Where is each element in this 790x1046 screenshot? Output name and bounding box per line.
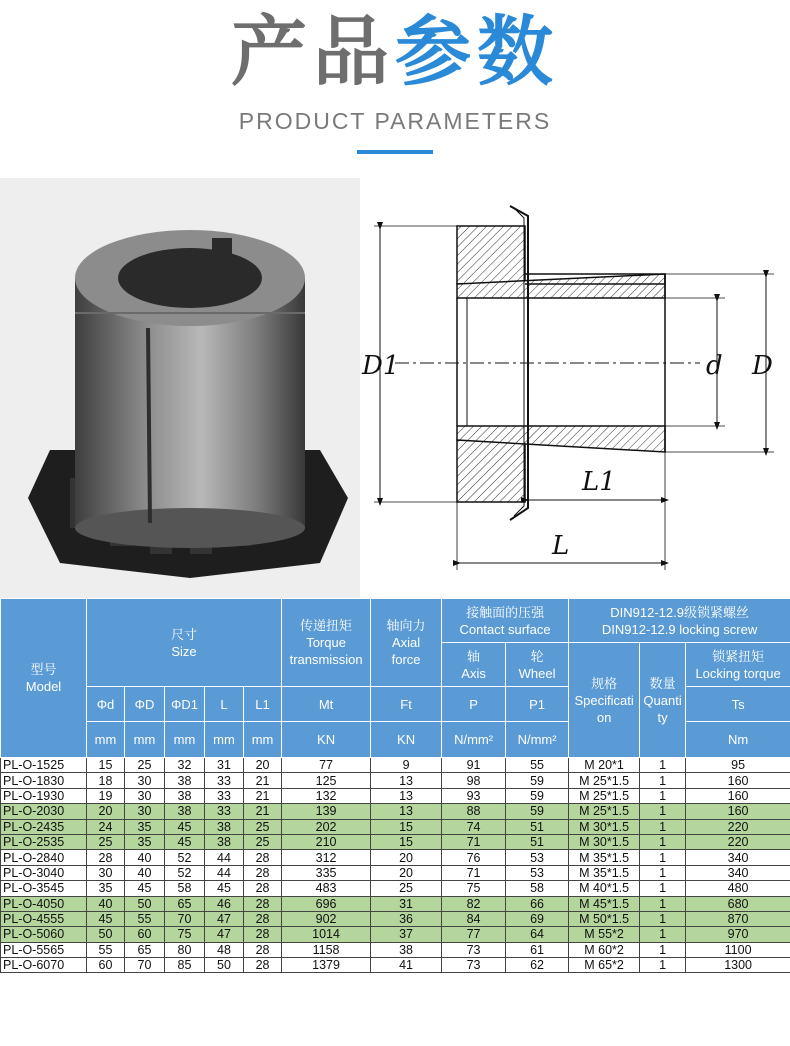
cell-p: 93: [442, 788, 506, 803]
torque-sym: Mt: [282, 687, 371, 722]
cell-ts: 680: [686, 896, 790, 911]
cell-l1: 28: [244, 850, 282, 865]
cell-qty: 1: [640, 927, 686, 942]
cell-d1: 45: [165, 834, 205, 849]
cell-model: PL-O-2435: [1, 819, 87, 834]
cell-l1: 28: [244, 896, 282, 911]
size-unit-D1: mm: [165, 722, 205, 758]
cell-mt: 696: [282, 896, 371, 911]
cell-spec: M 55*2: [569, 927, 640, 942]
cell-p1: 53: [506, 865, 569, 880]
cell-ts: 160: [686, 773, 790, 788]
cell-p: 74: [442, 819, 506, 834]
cell-qty: 1: [640, 773, 686, 788]
page-header: [0, 0, 790, 178]
cell-model: PL-O-4555: [1, 911, 87, 926]
cell-ts: 220: [686, 819, 790, 834]
cell-l1: 28: [244, 911, 282, 926]
cell-qty: 1: [640, 881, 686, 896]
cell-d: 50: [125, 896, 165, 911]
cell-p1: 58: [506, 881, 569, 896]
cell-d: 40: [125, 865, 165, 880]
cell-p: 75: [442, 881, 506, 896]
cell-l1: 28: [244, 927, 282, 942]
cell-l1: 20: [244, 758, 282, 773]
cell-spec: M 45*1.5: [569, 896, 640, 911]
cell-p1: 66: [506, 896, 569, 911]
wheel-header-cn: 轮: [530, 648, 544, 664]
cell-spec: M 35*1.5: [569, 865, 640, 880]
size-unit-L1: mm: [244, 722, 282, 758]
cell-d: 60: [87, 958, 125, 973]
title-blue-part: 参数: [395, 7, 559, 96]
cell-d: 30: [125, 788, 165, 803]
cell-ts: 970: [686, 927, 790, 942]
cell-ft: 20: [371, 850, 442, 865]
cell-l: 46: [205, 896, 244, 911]
cell-mt: 77: [282, 758, 371, 773]
table-row: [1, 834, 790, 849]
cell-d: 60: [125, 927, 165, 942]
size-header: [87, 599, 282, 687]
cell-l: 31: [205, 758, 244, 773]
lock-unit: Nm: [686, 722, 790, 758]
cell-p1: 51: [506, 834, 569, 849]
cell-ts: 160: [686, 804, 790, 819]
cell-ts: 1300: [686, 958, 790, 973]
cell-d: 28: [87, 850, 125, 865]
cell-qty: 1: [640, 758, 686, 773]
cell-ft: 9: [371, 758, 442, 773]
table-row: [1, 804, 790, 819]
cell-l1: 25: [244, 819, 282, 834]
torque-header: [282, 599, 371, 687]
qty-header: [640, 643, 686, 758]
cell-p: 77: [442, 927, 506, 942]
model-header: [1, 599, 87, 758]
cell-p: 73: [442, 942, 506, 957]
axial-header-cn: 轴向力: [386, 618, 426, 633]
cell-model: PL-O-3040: [1, 865, 87, 880]
cell-l: 33: [205, 788, 244, 803]
cell-d1: 80: [165, 942, 205, 957]
cell-spec: M 25*1.5: [569, 804, 640, 819]
table-row: [1, 958, 790, 973]
cell-l: 33: [205, 773, 244, 788]
cell-l1: 28: [244, 865, 282, 880]
parameters-table-body: [1, 758, 790, 973]
table-row: [1, 819, 790, 834]
page-title: [0, 4, 790, 100]
size-unit-D: mm: [125, 722, 165, 758]
cell-d: 40: [125, 850, 165, 865]
cell-l: 38: [205, 819, 244, 834]
cell-mt: 125: [282, 773, 371, 788]
cell-ft: 37: [371, 927, 442, 942]
torque-header-cn: 传递扭矩: [300, 618, 353, 633]
cell-l1: 28: [244, 958, 282, 973]
cell-p: 73: [442, 958, 506, 973]
cell-d: 45: [125, 881, 165, 896]
cell-d1: 45: [165, 819, 205, 834]
cell-spec: M 60*2: [569, 942, 640, 957]
cell-d1: 38: [165, 773, 205, 788]
axial-unit: KN: [371, 722, 442, 758]
cell-d: 25: [125, 758, 165, 773]
cell-l1: 25: [244, 834, 282, 849]
cell-d1: 52: [165, 850, 205, 865]
cell-d: 30: [125, 773, 165, 788]
cell-l: 38: [205, 834, 244, 849]
cell-spec: M 25*1.5: [569, 773, 640, 788]
parameters-table: [0, 598, 790, 973]
table-row: [1, 927, 790, 942]
cell-l: 33: [205, 804, 244, 819]
cell-ts: 95: [686, 758, 790, 773]
table-row: [1, 865, 790, 880]
axial-header-en1: Axial: [391, 635, 421, 650]
cell-d1: 85: [165, 958, 205, 973]
table-row: [1, 896, 790, 911]
cell-l1: 28: [244, 942, 282, 957]
table-row: [1, 911, 790, 926]
cell-ts: 1100: [686, 942, 790, 957]
cell-l: 47: [205, 911, 244, 926]
cell-mt: 210: [282, 834, 371, 849]
cell-ft: 31: [371, 896, 442, 911]
cell-qty: 1: [640, 788, 686, 803]
cell-mt: 1014: [282, 927, 371, 942]
cell-p1: 59: [506, 804, 569, 819]
cell-spec: M 65*2: [569, 958, 640, 973]
cell-p: 82: [442, 896, 506, 911]
cell-qty: 1: [640, 850, 686, 865]
size-header-cn: 尺寸: [171, 626, 198, 642]
cell-ts: 480: [686, 881, 790, 896]
size-unit-d: mm: [87, 722, 125, 758]
axial-sym: Ft: [371, 687, 442, 722]
model-header-cn: 型号: [30, 662, 57, 677]
cell-mt: 312: [282, 850, 371, 865]
cell-qty: 1: [640, 834, 686, 849]
cell-d1: 52: [165, 865, 205, 880]
cell-d1: 32: [165, 758, 205, 773]
cell-ft: 15: [371, 834, 442, 849]
cell-model: PL-O-1830: [1, 773, 87, 788]
cell-mt: 202: [282, 819, 371, 834]
cell-l: 45: [205, 881, 244, 896]
axial-header-en2: force: [391, 652, 421, 667]
axial-header: [371, 599, 442, 687]
lock-header-cn: 锁紧扭矩: [712, 648, 765, 664]
cell-d: 70: [125, 958, 165, 973]
cell-qty: 1: [640, 804, 686, 819]
cell-d: 18: [87, 773, 125, 788]
cell-d: 30: [87, 865, 125, 880]
cell-ft: 41: [371, 958, 442, 973]
cell-d1: 75: [165, 927, 205, 942]
spec-header: [569, 643, 640, 758]
cell-p1: 61: [506, 942, 569, 957]
cell-d1: 38: [165, 788, 205, 803]
cell-l1: 28: [244, 881, 282, 896]
cell-model: PL-O-5565: [1, 942, 87, 957]
cell-qty: 1: [640, 819, 686, 834]
axis-header-cn: 轴: [467, 648, 481, 664]
contact-header-cn: 接触面的压强: [466, 604, 545, 620]
wheel-header: [506, 643, 569, 687]
cell-ft: 25: [371, 881, 442, 896]
cell-mt: 335: [282, 865, 371, 880]
spec-header-en1: Specificati: [574, 692, 634, 708]
size-col-D: ΦD: [125, 687, 165, 722]
torque-header-en2: transmission: [289, 652, 363, 667]
cell-mt: 132: [282, 788, 371, 803]
qty-header-cn: 数量: [649, 675, 676, 691]
cell-p1: 64: [506, 927, 569, 942]
cell-spec: M 50*1.5: [569, 911, 640, 926]
cell-d: 35: [125, 819, 165, 834]
cell-d: 20: [87, 804, 125, 819]
cell-d: 55: [87, 942, 125, 957]
contact-header: [442, 599, 569, 643]
cell-ts: 870: [686, 911, 790, 926]
cell-ft: 13: [371, 804, 442, 819]
cell-spec: M 30*1.5: [569, 834, 640, 849]
table-row: [1, 850, 790, 865]
cell-d: 55: [125, 911, 165, 926]
cell-ft: 20: [371, 865, 442, 880]
size-col-D1: ΦD1: [165, 687, 205, 722]
qty-header-en1: Quanti: [643, 692, 682, 708]
cell-p: 71: [442, 865, 506, 880]
table-row: [1, 758, 790, 773]
cell-d1: 58: [165, 881, 205, 896]
cell-model: PL-O-1930: [1, 788, 87, 803]
cell-d: 45: [87, 911, 125, 926]
size-header-en: Size: [171, 643, 197, 659]
cell-l: 48: [205, 942, 244, 957]
cell-d: 35: [87, 881, 125, 896]
label-D1: D1: [362, 351, 400, 381]
cell-model: PL-O-4050: [1, 896, 87, 911]
cell-l: 47: [205, 927, 244, 942]
lock-header-en: Locking torque: [695, 665, 781, 681]
cell-spec: M 20*1: [569, 758, 640, 773]
cell-l: 50: [205, 958, 244, 973]
cell-model: PL-O-2030: [1, 804, 87, 819]
cell-d1: 70: [165, 911, 205, 926]
cell-model: PL-O-2535: [1, 834, 87, 849]
size-col-d: Φd: [87, 687, 125, 722]
din-header-line1: DIN912-12.9级锁紧螺丝: [610, 604, 749, 620]
cell-model: PL-O-3545: [1, 881, 87, 896]
cell-mt: 1379: [282, 958, 371, 973]
product-photo-panel: [0, 178, 790, 598]
cell-d1: 65: [165, 896, 205, 911]
contact-header-en: Contact surface: [459, 621, 551, 637]
cell-p: 98: [442, 773, 506, 788]
cell-ts: 220: [686, 834, 790, 849]
size-col-L1: L1: [244, 687, 282, 722]
cell-l: 44: [205, 865, 244, 880]
cell-model: PL-O-5060: [1, 927, 87, 942]
label-L: L: [552, 531, 570, 561]
cell-mt: 902: [282, 911, 371, 926]
spec-header-cn: 规格: [591, 675, 618, 691]
cell-p: 91: [442, 758, 506, 773]
cell-d1: 38: [165, 804, 205, 819]
cell-qty: 1: [640, 865, 686, 880]
cell-l1: 21: [244, 804, 282, 819]
title-gray-part: 产品: [231, 7, 395, 96]
table-row: [1, 942, 790, 957]
cell-d: 40: [87, 896, 125, 911]
cell-d: 19: [87, 788, 125, 803]
cell-p: 71: [442, 834, 506, 849]
size-unit-L: mm: [205, 722, 244, 758]
cell-d: 35: [125, 834, 165, 849]
cell-p1: 55: [506, 758, 569, 773]
cell-spec: M 25*1.5: [569, 788, 640, 803]
cell-spec: M 35*1.5: [569, 850, 640, 865]
table-row: [1, 881, 790, 896]
cell-d: 30: [125, 804, 165, 819]
label-d: d: [706, 351, 723, 381]
cell-d: 24: [87, 819, 125, 834]
technical-drawing: [360, 178, 790, 598]
axis-unit: N/mm²: [442, 722, 506, 758]
cell-ft: 38: [371, 942, 442, 957]
cell-ft: 36: [371, 911, 442, 926]
cell-p: 76: [442, 850, 506, 865]
cell-p: 84: [442, 911, 506, 926]
torque-unit: KN: [282, 722, 371, 758]
cell-d: 65: [125, 942, 165, 957]
cell-p1: 62: [506, 958, 569, 973]
cell-model: PL-O-2840: [1, 850, 87, 865]
cell-p1: 69: [506, 911, 569, 926]
size-col-L: L: [205, 687, 244, 722]
cell-spec: M 30*1.5: [569, 819, 640, 834]
table-row: [1, 773, 790, 788]
page-subtitle: PRODUCT PARAMETERS: [238, 108, 552, 134]
cell-qty: 1: [640, 896, 686, 911]
din-header-line2: DIN912-12.9 locking screw: [601, 621, 758, 637]
cell-ts: 160: [686, 788, 790, 803]
cell-qty: 1: [640, 958, 686, 973]
cell-d: 15: [87, 758, 125, 773]
cell-model: PL-O-1525: [1, 758, 87, 773]
cell-mt: 1158: [282, 942, 371, 957]
cell-ts: 340: [686, 850, 790, 865]
cell-qty: 1: [640, 942, 686, 957]
cell-l1: 21: [244, 773, 282, 788]
cell-ft: 15: [371, 819, 442, 834]
axis-sym: P: [442, 687, 506, 722]
cell-ft: 13: [371, 788, 442, 803]
label-D: D: [752, 351, 773, 381]
cell-mt: 483: [282, 881, 371, 896]
cell-ts: 340: [686, 865, 790, 880]
product-illustration: [0, 178, 790, 598]
cell-p1: 53: [506, 850, 569, 865]
cell-model: PL-O-6070: [1, 958, 87, 973]
spec-header-en2: on: [596, 709, 612, 725]
cell-spec: M 40*1.5: [569, 881, 640, 896]
cell-mt: 139: [282, 804, 371, 819]
cell-p: 88: [442, 804, 506, 819]
lock-sym: Ts: [686, 687, 790, 722]
wheel-sym: P1: [506, 687, 569, 722]
din-header: [569, 599, 790, 643]
wheel-unit: N/mm²: [506, 722, 569, 758]
wheel-header-en: Wheel: [518, 665, 556, 681]
axis-header: [442, 643, 506, 687]
model-header-en: Model: [25, 679, 62, 694]
cell-qty: 1: [640, 911, 686, 926]
cell-ft: 13: [371, 773, 442, 788]
cell-d: 25: [87, 834, 125, 849]
cell-p1: 51: [506, 819, 569, 834]
cell-l1: 21: [244, 788, 282, 803]
cell-d: 50: [87, 927, 125, 942]
cell-p1: 59: [506, 773, 569, 788]
label-L1: L1: [582, 467, 616, 497]
table-row: [1, 788, 790, 803]
cell-p1: 59: [506, 788, 569, 803]
lock-header: [686, 643, 790, 687]
torque-header-en1: Torque: [306, 635, 346, 650]
qty-header-en2: ty: [657, 709, 668, 725]
axis-header-en: Axis: [461, 665, 486, 681]
title-underline: [357, 150, 433, 154]
cell-l: 44: [205, 850, 244, 865]
